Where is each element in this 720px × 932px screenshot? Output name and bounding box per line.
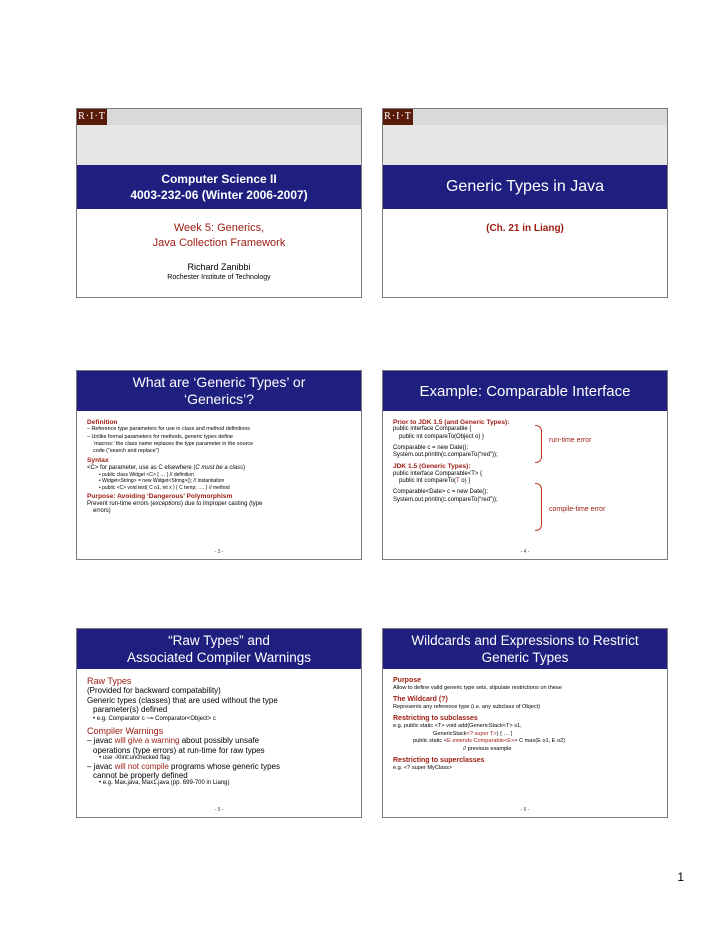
type-param: T <box>456 478 460 485</box>
title-line-2: Generic Types <box>481 650 569 665</box>
author-block <box>77 261 361 283</box>
code-text: public static < <box>413 738 448 745</box>
slide-grey-band <box>77 125 361 165</box>
author-name: Richard Zanibbi <box>187 262 251 272</box>
code-red: <? super T> <box>466 730 497 737</box>
warn-text-cont: cannot be properly defined <box>93 771 188 781</box>
code-line: public interface Comparable { <box>393 426 472 433</box>
code-line: Comparable<Date> c = new Date(); <box>393 489 488 496</box>
warn-subitem: • use -Xlint:unchecked flag <box>99 755 170 762</box>
code-red: E extends Comparable<E> <box>447 738 515 745</box>
subclass-code <box>393 731 659 739</box>
warn-line <box>87 762 353 771</box>
code-text: o) } <box>459 478 471 485</box>
warn-red: will give a warning <box>114 736 180 746</box>
runtime-brace <box>535 425 542 463</box>
title-line-1: Wildcards and Expressions to Restrict <box>411 633 639 648</box>
subclass-heading: Restricting to subclasses <box>393 715 478 723</box>
definition-item-cont: ‘macros:’ the class name replaces the type parameter in the source <box>93 440 254 447</box>
raw-example: • e.g. Comparator c ~= Comparator<Object> c <box>93 715 216 722</box>
slide-top-strip <box>77 109 361 125</box>
syntax-heading: Syntax <box>87 457 109 465</box>
code-line <box>393 478 659 485</box>
superclass-heading: Restricting to superclasses <box>393 757 485 765</box>
syntax-example: • public class Widget <C> { … } // definition <box>99 472 194 479</box>
slide-body <box>393 419 659 504</box>
syntax-example: • public <C> void test( C o1, int x ) { C temp; …. } // method <box>99 484 230 491</box>
wildcard-heading: The Wildcard (?) <box>393 696 448 704</box>
code-text: public int compareTo( <box>399 478 457 485</box>
warn-text: – javac <box>87 736 115 746</box>
slide-top-strip <box>383 109 667 125</box>
slide-1 <box>76 108 362 298</box>
course-title: Computer Science II <box>161 172 277 186</box>
compile-label: compile-time error <box>549 506 606 513</box>
code-line: System.out.println(c.compareTo(“red”)); <box>393 496 498 503</box>
slide-4 <box>382 370 668 560</box>
runtime-label: run-time error <box>549 437 592 444</box>
purpose-text-cont: errors) <box>93 507 111 514</box>
title-line-1: What are ‘Generic Types’ or <box>132 374 306 390</box>
slide-title <box>77 629 361 669</box>
superclass-code: e.g. <? super MyClass> <box>393 764 453 771</box>
syntax-example: • Widget<String> = new Widget<String>(); // instantiation <box>99 478 225 485</box>
warn-text: – javac <box>87 761 115 771</box>
syntax-emphasis: C must be a class <box>195 464 244 471</box>
slide-number: - 6 - <box>520 807 530 813</box>
slide-title <box>383 371 667 411</box>
purpose-heading: Purpose <box>393 677 422 684</box>
warn-red: will not compile <box>114 761 169 771</box>
slide-number: - 3 - <box>214 549 224 555</box>
warn-heading: Compiler Warnings <box>87 726 164 737</box>
warn-text: programs whose generic types <box>168 761 280 771</box>
slide-body <box>87 677 353 787</box>
slide-subtitle: (Ch. 21 in Liang) <box>486 223 564 234</box>
warn-subitem: • e.g. Max.java, Max1.java (pp. 699-700 in Liang) <box>99 780 230 787</box>
definition-heading: Definition <box>87 419 118 426</box>
syntax-text: <C> for parameter, use as C elsewhere ( <box>87 464 196 471</box>
slide-number: - 5 - <box>214 807 224 813</box>
raw-heading: Raw Types <box>87 676 132 686</box>
institution: Rochester Institute of Technology <box>167 274 271 281</box>
warn-text: about possibly unsafe <box>179 736 260 746</box>
slide-6 <box>382 628 668 818</box>
slide-2 <box>382 108 668 298</box>
title-line-2: ‘Generics’? <box>183 391 255 407</box>
raw-text: (Provided for backward compatability) <box>87 686 221 696</box>
code-line: public interface Comparable<T> { <box>393 470 483 477</box>
code-text: > C max(E o1, E o2) <box>514 738 566 745</box>
purpose-text: Allow to define valid generic type sets, stipulate restrictions on these <box>393 684 562 691</box>
week-line-1: Week 5: Generics, <box>173 222 265 234</box>
prior-heading: Prior to JDK 1.5 (and Generic Types): <box>393 419 510 426</box>
slide-grey-band <box>383 125 667 165</box>
slide-title <box>383 629 667 669</box>
slide-body <box>393 677 659 773</box>
raw-text-cont: parameter(s) defined <box>93 705 168 715</box>
slide-title: Generic Types in Java <box>445 178 604 195</box>
slide-5 <box>76 628 362 818</box>
course-number: 4003-232-06 (Winter 2006-2007) <box>130 188 308 202</box>
title-line-2: Associated Compiler Warnings <box>126 650 312 665</box>
code-line: Comparable c = new Date(); <box>393 444 469 451</box>
purpose-text: Prevent run-time errors ( <box>87 500 153 507</box>
title-band <box>77 165 361 209</box>
purpose-line <box>87 501 353 508</box>
code-line: public int compareTo(Object o) } <box>399 433 485 440</box>
definition-item: – Unlike formal parameters for methods, generic types define <box>87 433 233 440</box>
purpose-text: ) due to improper casting (type <box>181 500 263 507</box>
rit-logo: R·I·T <box>77 109 107 125</box>
rit-logo: R·I·T <box>383 109 413 125</box>
warn-text-cont: operations (type errors) at run-time for raw types <box>93 745 265 755</box>
compile-brace <box>535 483 542 531</box>
subclass-code: e.g. public static <T> void add(GenericStack<T> s1, <box>393 722 522 729</box>
page-number: 1 <box>677 870 684 884</box>
syntax-text-end: ) <box>243 464 246 471</box>
slide-3 <box>76 370 362 560</box>
syntax-line <box>87 465 353 472</box>
code-line: System.out.println(c.compareTo(“red”)); <box>393 452 498 459</box>
raw-text: Generic types (classes) that are used without the type <box>87 695 278 705</box>
title-line-1: “Raw Types” and <box>168 633 270 648</box>
slide-number: - 4 - <box>520 549 530 555</box>
definition-item-cont: code (“search and replace”) <box>93 448 160 455</box>
week-subtitle <box>77 221 361 251</box>
purpose-heading: Purpose: Avoiding ‘Dangerous’ Polymorphism <box>87 493 233 501</box>
slide-title <box>77 371 361 411</box>
purpose-emphasis: exceptions <box>152 500 182 507</box>
title-band <box>383 165 667 209</box>
wildcard-text: Represents any reference type (i.e. any subclass of Object) <box>393 703 541 710</box>
title-line: Example: Comparable Interface <box>419 382 631 400</box>
warn-line <box>87 736 353 745</box>
jdk-heading: JDK 1.5 (Generic Types): <box>393 463 471 471</box>
week-line-2: Java Collection Framework <box>152 237 286 249</box>
definition-item: – Reference type parameters for use in class and method definitions <box>87 426 251 433</box>
code-text: GenericStack <box>433 730 467 737</box>
subclass-code <box>393 738 659 746</box>
slide-body <box>87 419 353 515</box>
subclass-comment: // previous example <box>463 745 512 752</box>
code-text: ) { … } <box>496 730 513 737</box>
